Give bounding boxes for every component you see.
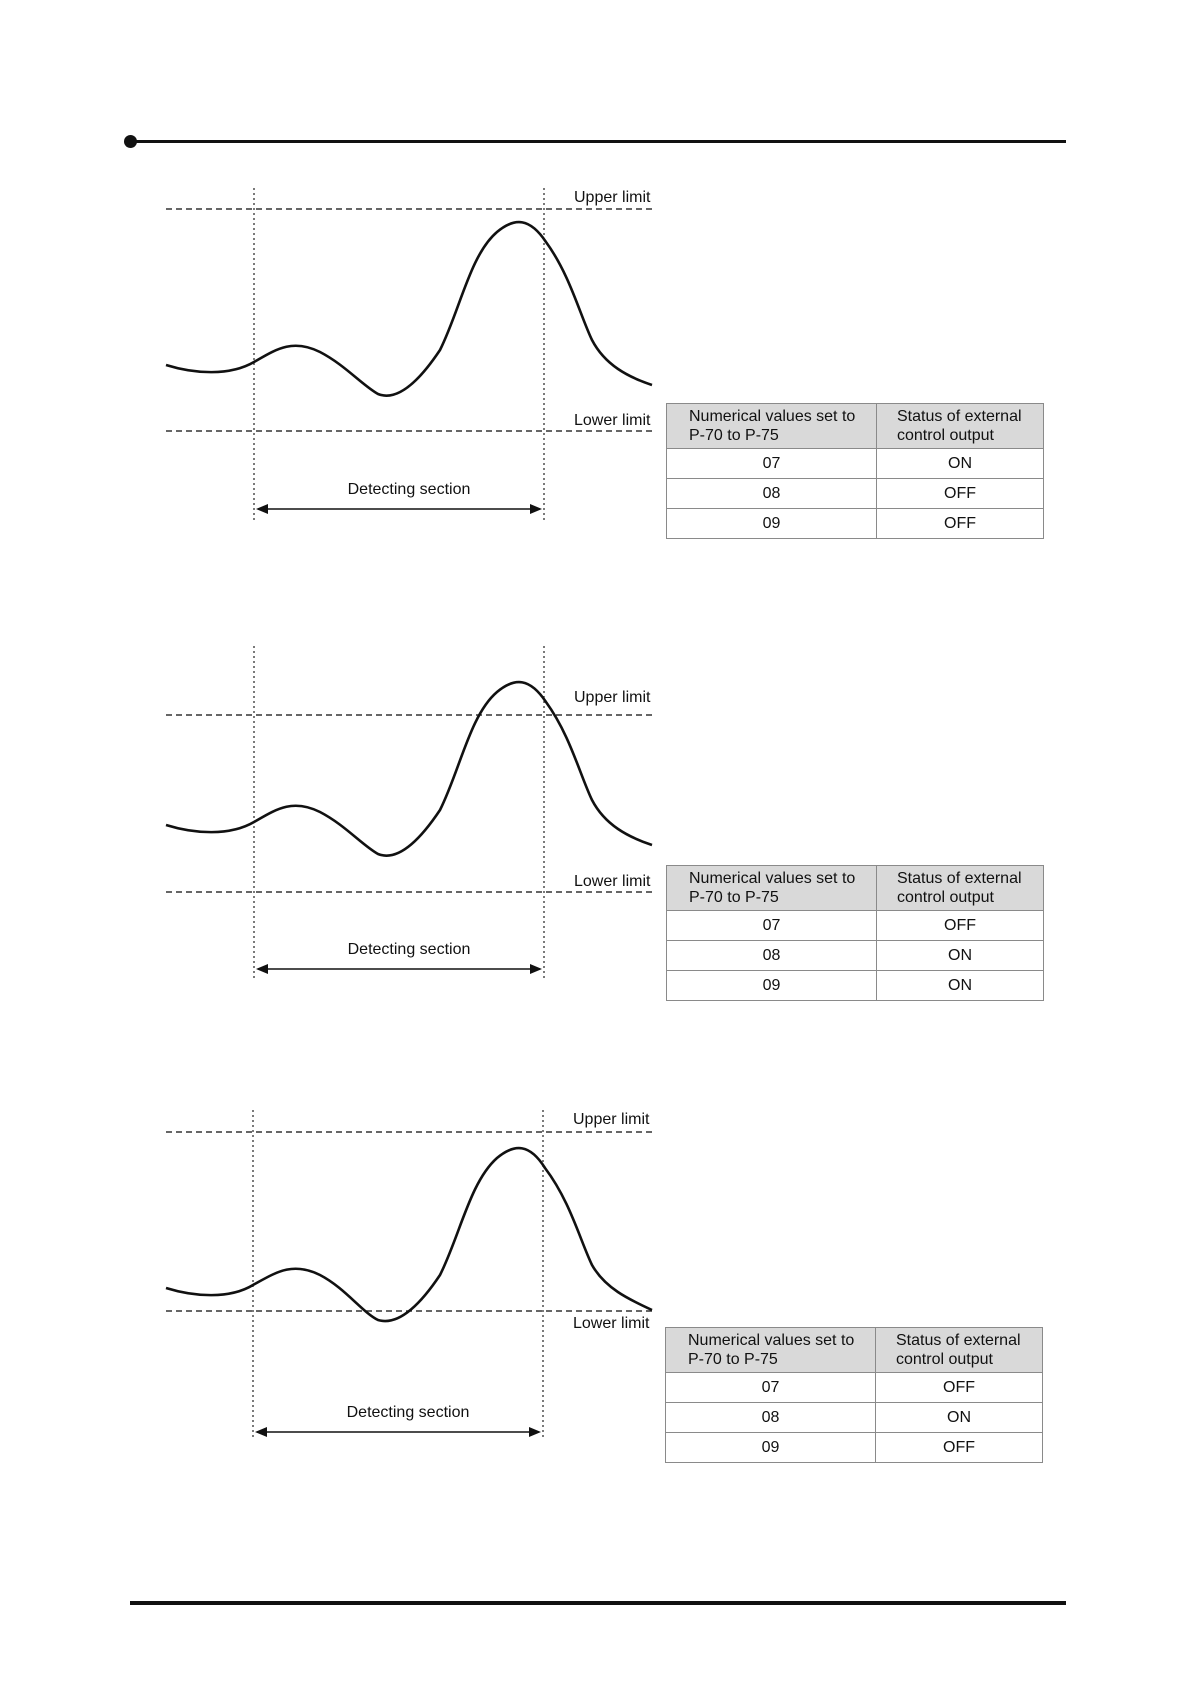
cell-status: OFF [877, 911, 1044, 941]
table-header-row [667, 866, 1044, 911]
status-table-3 [665, 1327, 1043, 1463]
detecting-section-label: Detecting section [346, 1404, 470, 1421]
cell-value: 09 [667, 509, 877, 539]
signal-waveform [166, 682, 652, 856]
upper-limit-label: Upper limit [574, 689, 651, 706]
cell-value: 09 [667, 971, 877, 1001]
cell-value: 08 [667, 941, 877, 971]
table-header-row [666, 1328, 1043, 1373]
cell-status: OFF [876, 1373, 1043, 1403]
signal-waveform [166, 1148, 652, 1321]
cell-value: 09 [666, 1433, 876, 1463]
status-table-1 [666, 403, 1044, 539]
table-row [667, 941, 1044, 971]
section-arrow-right [530, 964, 542, 974]
cell-status: ON [876, 1403, 1043, 1433]
table-row [666, 1433, 1043, 1463]
header-rule [130, 140, 1066, 143]
status-table-2 [666, 865, 1044, 1001]
table-row [666, 1403, 1043, 1433]
lower-limit-label: Lower limit [574, 873, 651, 890]
cell-value: 07 [667, 449, 877, 479]
lower-limit-label: Lower limit [574, 412, 651, 429]
section-arrow-right [530, 504, 542, 514]
upper-limit-label: Upper limit [573, 1111, 650, 1128]
upper-limit-label: Upper limit [574, 189, 651, 206]
cell-status: ON [877, 449, 1044, 479]
cell-status: ON [877, 941, 1044, 971]
detecting-section-label: Detecting section [347, 941, 471, 958]
section-arrow-left [256, 504, 268, 514]
table-row [667, 479, 1044, 509]
lower-limit-label: Lower limit [573, 1315, 650, 1332]
table-header-row [667, 404, 1044, 449]
table-row [667, 971, 1044, 1001]
cell-status: OFF [877, 479, 1044, 509]
cell-value: 08 [666, 1403, 876, 1433]
cell-value: 07 [667, 911, 877, 941]
section-arrow-left [255, 1427, 267, 1437]
table-row [667, 911, 1044, 941]
cell-status: OFF [876, 1433, 1043, 1463]
header-numerical-values: Numerical values set to P-70 to P-75 [667, 866, 877, 911]
cell-value: 07 [666, 1373, 876, 1403]
cell-value: 08 [667, 479, 877, 509]
header-output-status: Status of external control output [877, 404, 1044, 449]
detecting-section-label: Detecting section [347, 481, 471, 498]
signal-waveform [166, 222, 652, 396]
footer-rule [130, 1601, 1066, 1605]
header-output-status: Status of external control output [877, 866, 1044, 911]
header-numerical-values: Numerical values set to P-70 to P-75 [666, 1328, 876, 1373]
section-arrow-right [529, 1427, 541, 1437]
section-arrow-left [256, 964, 268, 974]
table-row [667, 449, 1044, 479]
table-row [666, 1373, 1043, 1403]
header-output-status: Status of external control output [876, 1328, 1043, 1373]
table-row [667, 509, 1044, 539]
cell-status: ON [877, 971, 1044, 1001]
cell-status: OFF [877, 509, 1044, 539]
header-numerical-values: Numerical values set to P-70 to P-75 [667, 404, 877, 449]
